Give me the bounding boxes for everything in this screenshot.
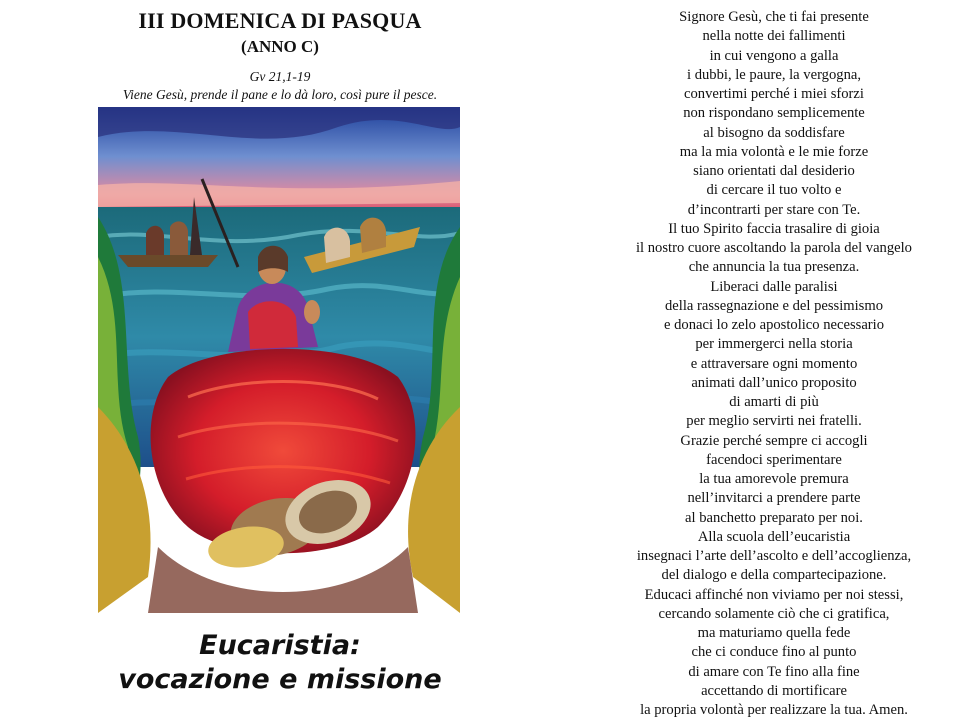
prayer-line: la propria volontà per realizzare la tua. Amen. (640, 702, 908, 718)
prayer-line: non rispondano semplicemente (683, 105, 865, 122)
prayer-line: che ci conduce fino al punto (691, 644, 857, 661)
prayer-line: del dialogo e della compartecipazione. (661, 567, 887, 584)
prayer-line: facendoci sperimentare (706, 451, 842, 468)
prayer-line: animati dall’unico proposito (691, 374, 857, 391)
prayer-line: al banchetto preparato per noi. (685, 509, 863, 526)
prayer-line: cercando solamente ciò che ci gratifica, (658, 605, 890, 622)
prayer-line: al bisogno da soddisfare (703, 124, 845, 141)
prayer-line: e attraversare ogni momento (690, 355, 858, 372)
prayer-line: il nostro cuore ascoltando la parola del vangelo (636, 240, 912, 256)
caption-line-1: Eucaristia: (199, 630, 361, 661)
prayer-line: che annuncia la tua presenza. (688, 259, 860, 276)
prayer-line: di cercare il tuo volto e (706, 182, 842, 199)
prayer-line: di amare con Te fino alla fine (688, 663, 860, 680)
prayer-line: in cui vengono a galla (709, 47, 839, 64)
prayer-line: Alla scuola dell’eucaristia (697, 528, 851, 545)
prayer-line: per immergerci nella storia (695, 336, 853, 353)
prayer-line: ma maturiamo quella fede (697, 625, 851, 641)
caption-line-2: vocazione e missione (118, 664, 442, 695)
page-subtitle: (ANNO C) (241, 37, 319, 56)
prayer-line: la tua amorevole premura (699, 471, 849, 487)
gospel-reference: Gv 21,1-19 (249, 69, 311, 84)
gospel-verse: Viene Gesù, prende il pane e lo dà loro, così pure il pesce. (122, 87, 438, 102)
prayer-line: siano orientati dal desiderio (693, 163, 855, 179)
prayer-line: di amarti di più (729, 394, 819, 410)
prayer-line: nell’invitarci a prendere parte (687, 490, 861, 507)
prayer-line: d’incontrarti per stare con Te. (687, 201, 861, 218)
prayer-line: Grazie perché sempre ci accogli (680, 432, 868, 449)
prayer-text (586, 8, 960, 720)
painting-illustration (98, 107, 460, 613)
prayer-line: insegnaci l’arte dell’ascolto e dell’accoglienza, (636, 548, 912, 564)
prayer-line: convertimi perché i miei sforzi (684, 86, 864, 102)
page-title: III DOMENICA DI PASQUA (138, 8, 422, 33)
prayer-line: i dubbi, le paure, la vergogna, (687, 66, 861, 83)
prayer-line: della rassegnazione e del pessimismo (664, 297, 884, 314)
prayer-line: Il tuo Spirito faccia trasalire di gioia (668, 220, 880, 237)
prayer-line: Signore Gesù, che ti fai presente (679, 9, 869, 25)
prayer-line: ma la mia volontà e le mie forze (679, 143, 869, 160)
prayer-line: Liberaci dalle paralisi (710, 278, 838, 295)
prayer-line: nella notte dei fallimenti (702, 28, 846, 45)
prayer-line: per meglio servirti nei fratelli. (686, 413, 862, 430)
prayer-line: e donaci lo zelo apostolico necessario (663, 317, 885, 333)
prayer-line: Educaci affinché non viviamo per noi stessi, (644, 586, 904, 603)
prayer-line: accettando di mortificare (701, 682, 847, 699)
